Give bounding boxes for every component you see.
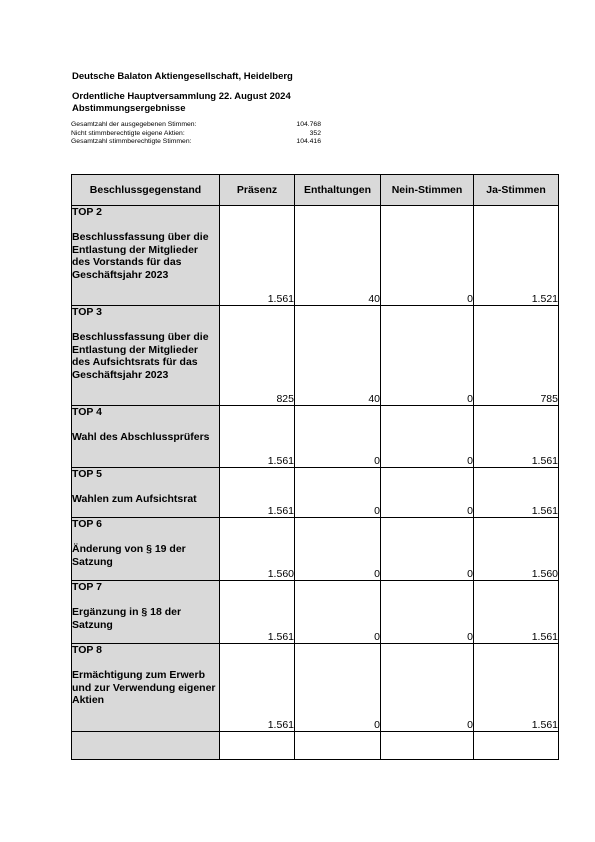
stats-value: 104.416 bbox=[296, 138, 321, 146]
abstentions-cell: 0 bbox=[295, 644, 381, 732]
abstentions-cell: 0 bbox=[295, 518, 381, 581]
yes-votes-cell: 1.561 bbox=[474, 644, 559, 732]
agenda-item-number: TOP 8 bbox=[72, 644, 102, 656]
meeting-subtitle: Abstimmungsergebnisse bbox=[72, 102, 186, 114]
table-row bbox=[72, 581, 559, 644]
empty-cell bbox=[220, 732, 295, 760]
yes-votes-cell: 1.561 bbox=[474, 468, 559, 518]
yes-votes-cell: 1.561 bbox=[474, 581, 559, 644]
no-votes-cell: 0 bbox=[381, 644, 474, 732]
table-row bbox=[72, 518, 559, 581]
stats-label: Gesamtzahl stimmberechtigte Stimmen: bbox=[71, 138, 192, 146]
meeting-title: Ordentliche Hauptversammlung 22. August 2024 bbox=[72, 91, 291, 102]
yes-votes-cell: 1.560 bbox=[474, 518, 559, 581]
subject-cell bbox=[72, 206, 220, 306]
table-row bbox=[72, 406, 559, 468]
agenda-item-subject: Beschlussfassung über die Entlastung der Mitglieder des Vorstands für das Geschäftsjahr 2023 bbox=[72, 230, 209, 282]
presence-cell: 825 bbox=[220, 306, 295, 406]
presence-cell: 1.561 bbox=[220, 206, 295, 306]
subject-cell bbox=[72, 644, 220, 732]
column-header-subject: Beschlussgegenstand bbox=[72, 175, 220, 206]
agenda-item-number: TOP 7 bbox=[72, 581, 102, 593]
abstentions-cell: 0 bbox=[295, 581, 381, 644]
empty-cell bbox=[474, 732, 559, 760]
agenda-item-subject: Änderung von § 19 der Satzung bbox=[72, 542, 186, 568]
agenda-item-number: TOP 5 bbox=[72, 468, 102, 480]
table-row bbox=[72, 306, 559, 406]
yes-votes-cell: 785 bbox=[474, 306, 559, 406]
agenda-item-number: TOP 6 bbox=[72, 518, 102, 530]
results-table bbox=[71, 174, 559, 760]
abstentions-cell: 0 bbox=[295, 406, 381, 468]
presence-cell: 1.560 bbox=[220, 518, 295, 581]
agenda-item-number: TOP 4 bbox=[72, 406, 102, 418]
empty-cell bbox=[72, 732, 220, 760]
abstentions-cell: 0 bbox=[295, 468, 381, 518]
column-header-yes-votes: Ja-Stimmen bbox=[474, 175, 559, 206]
subject-cell bbox=[72, 306, 220, 406]
subject-cell bbox=[72, 581, 220, 644]
stats-row bbox=[71, 130, 321, 139]
abstentions-cell: 40 bbox=[295, 306, 381, 406]
stats-value: 352 bbox=[309, 129, 321, 137]
table-row bbox=[72, 644, 559, 732]
stats-label: Nicht stimmberechtigte eigene Aktien: bbox=[71, 129, 185, 137]
agenda-item-subject: Ermächtigung zum Erwerb und zur Verwendung eigener Aktien bbox=[72, 668, 216, 707]
column-header-presence: Präsenz bbox=[220, 175, 295, 206]
voting-stats bbox=[71, 121, 321, 147]
agenda-item-subject: Beschlussfassung über die Entlastung der Mitglieder des Aufsichtsrats für das Geschäftsjahr 2023 bbox=[72, 330, 209, 382]
presence-cell: 1.561 bbox=[220, 644, 295, 732]
subject-cell bbox=[72, 406, 220, 468]
presence-cell: 1.561 bbox=[220, 406, 295, 468]
no-votes-cell: 0 bbox=[381, 206, 474, 306]
agenda-item-subject: Wahl des Abschlussprüfers bbox=[72, 430, 210, 443]
meeting-heading bbox=[72, 91, 291, 114]
agenda-item-number: TOP 2 bbox=[72, 206, 102, 218]
no-votes-cell: 0 bbox=[381, 468, 474, 518]
no-votes-cell: 0 bbox=[381, 306, 474, 406]
stats-row bbox=[71, 121, 321, 130]
yes-votes-cell: 1.521 bbox=[474, 206, 559, 306]
table-row bbox=[72, 206, 559, 306]
presence-cell: 1.561 bbox=[220, 468, 295, 518]
abstentions-cell: 40 bbox=[295, 206, 381, 306]
subject-cell bbox=[72, 468, 220, 518]
empty-table-row bbox=[72, 732, 559, 760]
company-title: Deutsche Balaton Aktiengesellschaft, Heidelberg bbox=[72, 71, 293, 82]
agenda-item-number: TOP 3 bbox=[72, 306, 102, 318]
no-votes-cell: 0 bbox=[381, 406, 474, 468]
yes-votes-cell: 1.561 bbox=[474, 406, 559, 468]
empty-cell bbox=[295, 732, 381, 760]
stats-row bbox=[71, 138, 321, 147]
stats-label: Gesamtzahl der ausgegebenen Stimmen: bbox=[71, 121, 197, 128]
no-votes-cell: 0 bbox=[381, 581, 474, 644]
presence-cell: 1.561 bbox=[220, 581, 295, 644]
agenda-item-subject: Wahlen zum Aufsichtsrat bbox=[72, 492, 197, 505]
subject-cell bbox=[72, 518, 220, 581]
agenda-item-subject: Ergänzung in § 18 der Satzung bbox=[72, 605, 182, 631]
no-votes-cell: 0 bbox=[381, 518, 474, 581]
table-row bbox=[72, 468, 559, 518]
empty-cell bbox=[381, 732, 474, 760]
column-header-abstentions: Enthaltungen bbox=[295, 175, 381, 206]
table-header-row bbox=[72, 175, 559, 206]
column-header-no-votes: Nein-Stimmen bbox=[381, 175, 474, 206]
stats-value: 104.768 bbox=[296, 121, 321, 128]
